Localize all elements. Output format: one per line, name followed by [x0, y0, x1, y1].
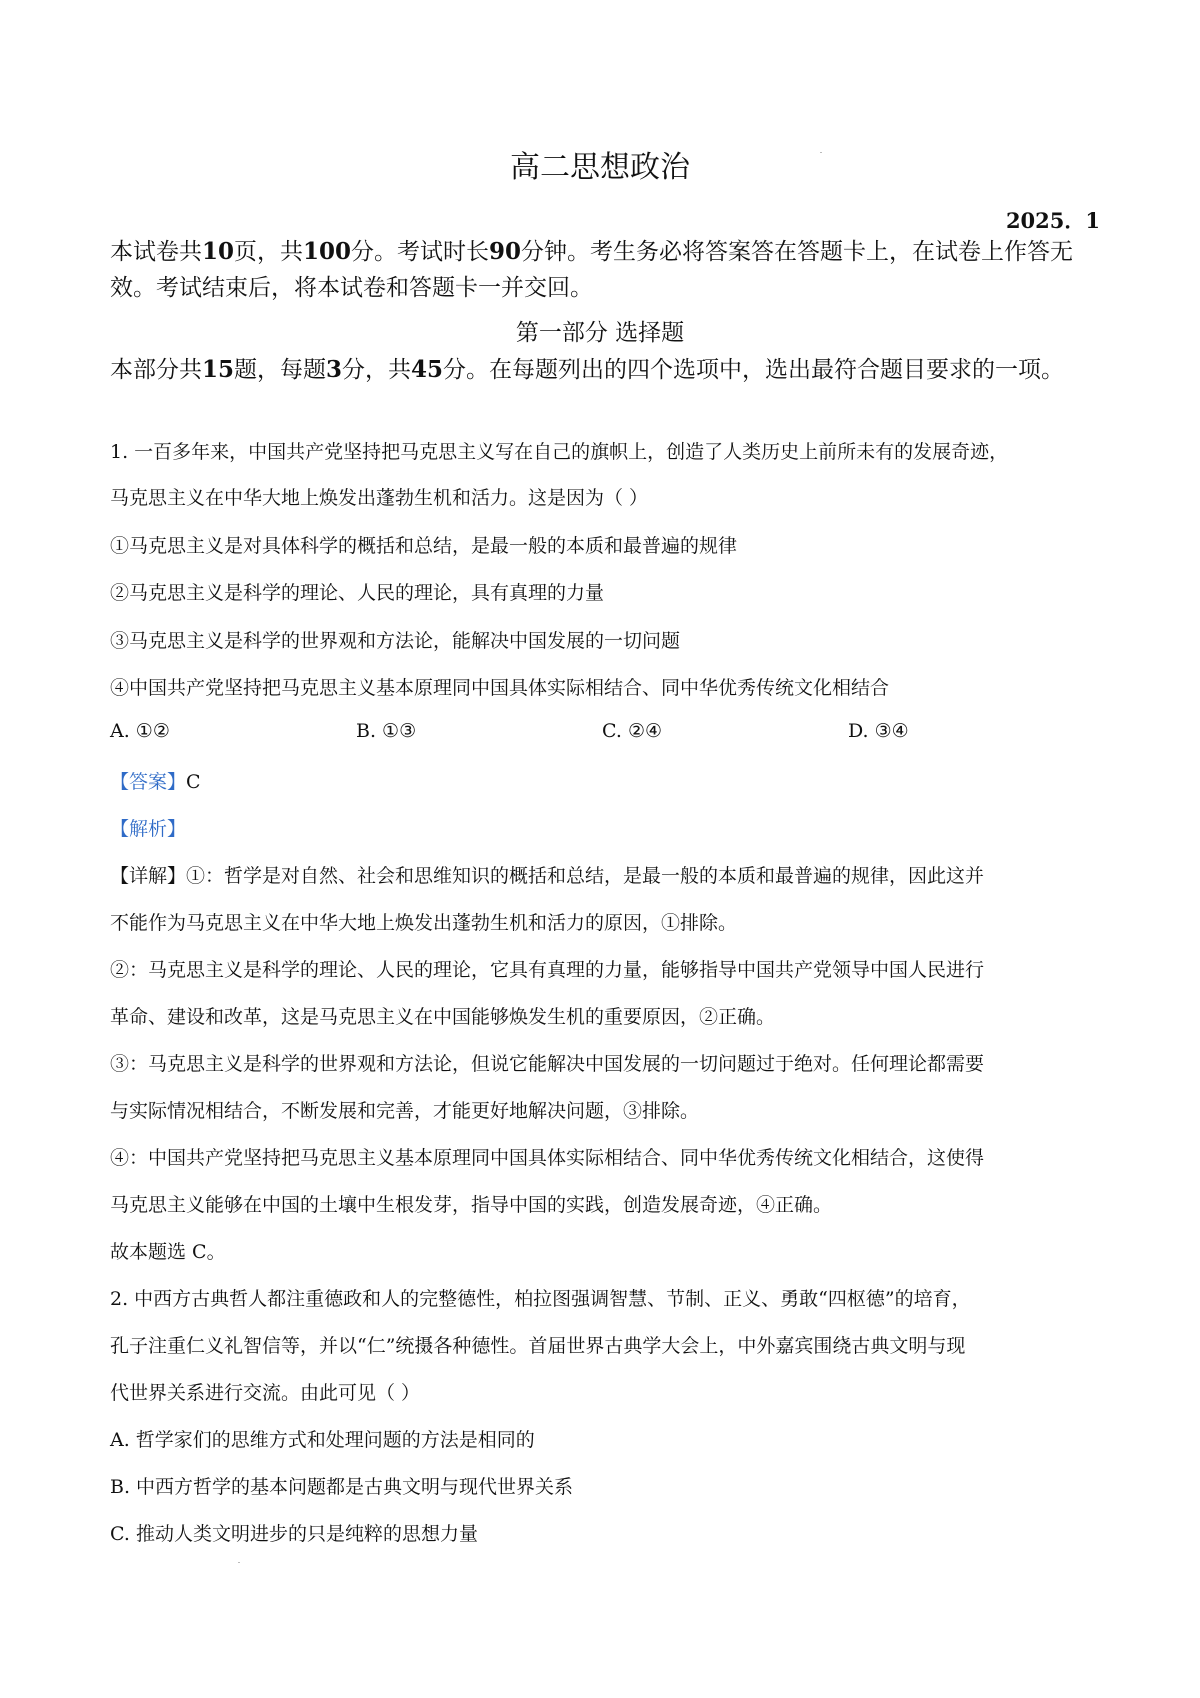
section-title: 第一部分 选择题 [515, 320, 685, 346]
exam-date: 2025．1 [1005, 208, 1100, 233]
section-text: 分。在每题列出的四个选项中，选出最符合题目要求的一项。 [443, 357, 1065, 383]
section-instructions [110, 352, 1110, 388]
q1-option-c: C. ②④ [602, 720, 663, 742]
q2-stem-line: 孔子注重仁义礼智信等，并以“仁”统摄各种德性。首届世界古典学大会上，中外嘉宾围绕古典文明与现 [110, 1335, 966, 1357]
instructions-text: 页，共 [234, 239, 304, 265]
instructions-text: 分。考试时长 [351, 239, 490, 265]
page-count: 10 [202, 238, 235, 265]
q1-detail-line [110, 861, 984, 888]
scan-speck [238, 1562, 240, 1563]
detail-tag: 【详解】 [110, 865, 187, 887]
q1-detail-line: ④：中国共产党坚持把马克思主义基本原理同中国具体实际相结合、同中华优秀传统文化相结合，这使得 [110, 1147, 985, 1169]
score-each: 3 [326, 356, 343, 383]
q1-detail-line: 不能作为马克思主义在中华大地上焕发出蓬勃生机和活力的原因，①排除。 [110, 912, 738, 934]
exam-duration: 90 [489, 238, 522, 265]
exam-instructions [110, 234, 1110, 306]
question-count: 15 [202, 356, 235, 383]
q1-statement-2: ②马克思主义是科学的理论、人民的理论，具有真理的力量 [110, 582, 605, 604]
q1-option-a: A. ①② [110, 720, 170, 742]
instructions-text: 分钟。考生务必将答案答在答题卡上，在试卷上作答无效。考试结束后，将本试卷和答题卡一并交回。 [110, 239, 1074, 301]
q1-detail-line: 与实际情况相结合，不断发展和完善，才能更好地解决问题，③排除。 [110, 1100, 700, 1122]
q1-option-d: D. ③④ [848, 720, 909, 742]
q2-stem-line: 2. 中西方古典哲人都注重德政和人的完整德性，柏拉图强调智慧、节制、正义、勇敢“四枢德”的培育， [110, 1288, 971, 1310]
q1-stem-line: 1. 一百多年来，中国共产党坚持把马克思主义写在自己的旗帜上，创造了人类历史上前所未有的发展奇迹， [110, 441, 1009, 463]
total-score: 100 [303, 238, 352, 265]
page-title: 高二思想政治 [510, 150, 690, 185]
section-text: 本部分共 [110, 357, 202, 383]
section-total: 45 [411, 356, 444, 383]
detail-text: ①：哲学是对自然、社会和思维知识的概括和总结，是最一般的本质和最普遍的规律，因此这并 [186, 865, 985, 887]
q1-detail-line: ③：马克思主义是科学的世界观和方法论，但说它能解决中国发展的一切问题过于绝对。任何理论都需要 [110, 1053, 985, 1075]
q1-stem-line: 马克思主义在中华大地上焕发出蓬勃生机和活力。这是因为（ ） [110, 487, 649, 509]
q2-option-b: B. 中西方哲学的基本问题都是古典文明与现代世界关系 [110, 1476, 574, 1498]
section-text: 题，每题 [234, 357, 327, 383]
q1-conclusion: 故本题选 C。 [110, 1241, 226, 1263]
answer-value: C [186, 771, 201, 793]
q1-detail-line: 马克思主义能够在中国的土壤中生根发芽，指导中国的实践，创造发展奇迹，④正确。 [110, 1194, 833, 1216]
answer-tag: 【答案】 [110, 771, 187, 793]
scan-speck [820, 152, 822, 153]
q1-detail-line: 革命、建设和改革，这是马克思主义在中国能够焕发生机的重要原因，②正确。 [110, 1006, 776, 1028]
q2-stem-line: 代世界关系进行交流。由此可见（ ） [110, 1382, 421, 1404]
instructions-text: 本试卷共 [110, 239, 202, 265]
section-text: 分，共 [342, 357, 412, 383]
q2-option-a: A. 哲学家们的思维方式和处理问题的方法是相同的 [110, 1429, 535, 1451]
q1-statement-1: ①马克思主义是对具体科学的概括和总结，是最一般的本质和最普遍的规律 [110, 535, 738, 557]
analysis-tag: 【解析】 [110, 818, 187, 840]
q1-option-b: B. ①③ [356, 720, 417, 742]
q1-analysis [110, 814, 186, 841]
q1-detail-line: ②：马克思主义是科学的理论、人民的理论，它具有真理的力量，能够指导中国共产党领导中国人民进行 [110, 959, 985, 981]
q1-statement-3: ③马克思主义是科学的世界观和方法论，能解决中国发展的一切问题 [110, 630, 681, 652]
q1-answer [110, 767, 201, 794]
q1-statement-4: ④中国共产党坚持把马克思主义基本原理同中国具体实际相结合、同中华优秀传统文化相结合 [110, 677, 890, 699]
q2-option-c: C. 推动人类文明进步的只是纯粹的思想力量 [110, 1523, 478, 1545]
